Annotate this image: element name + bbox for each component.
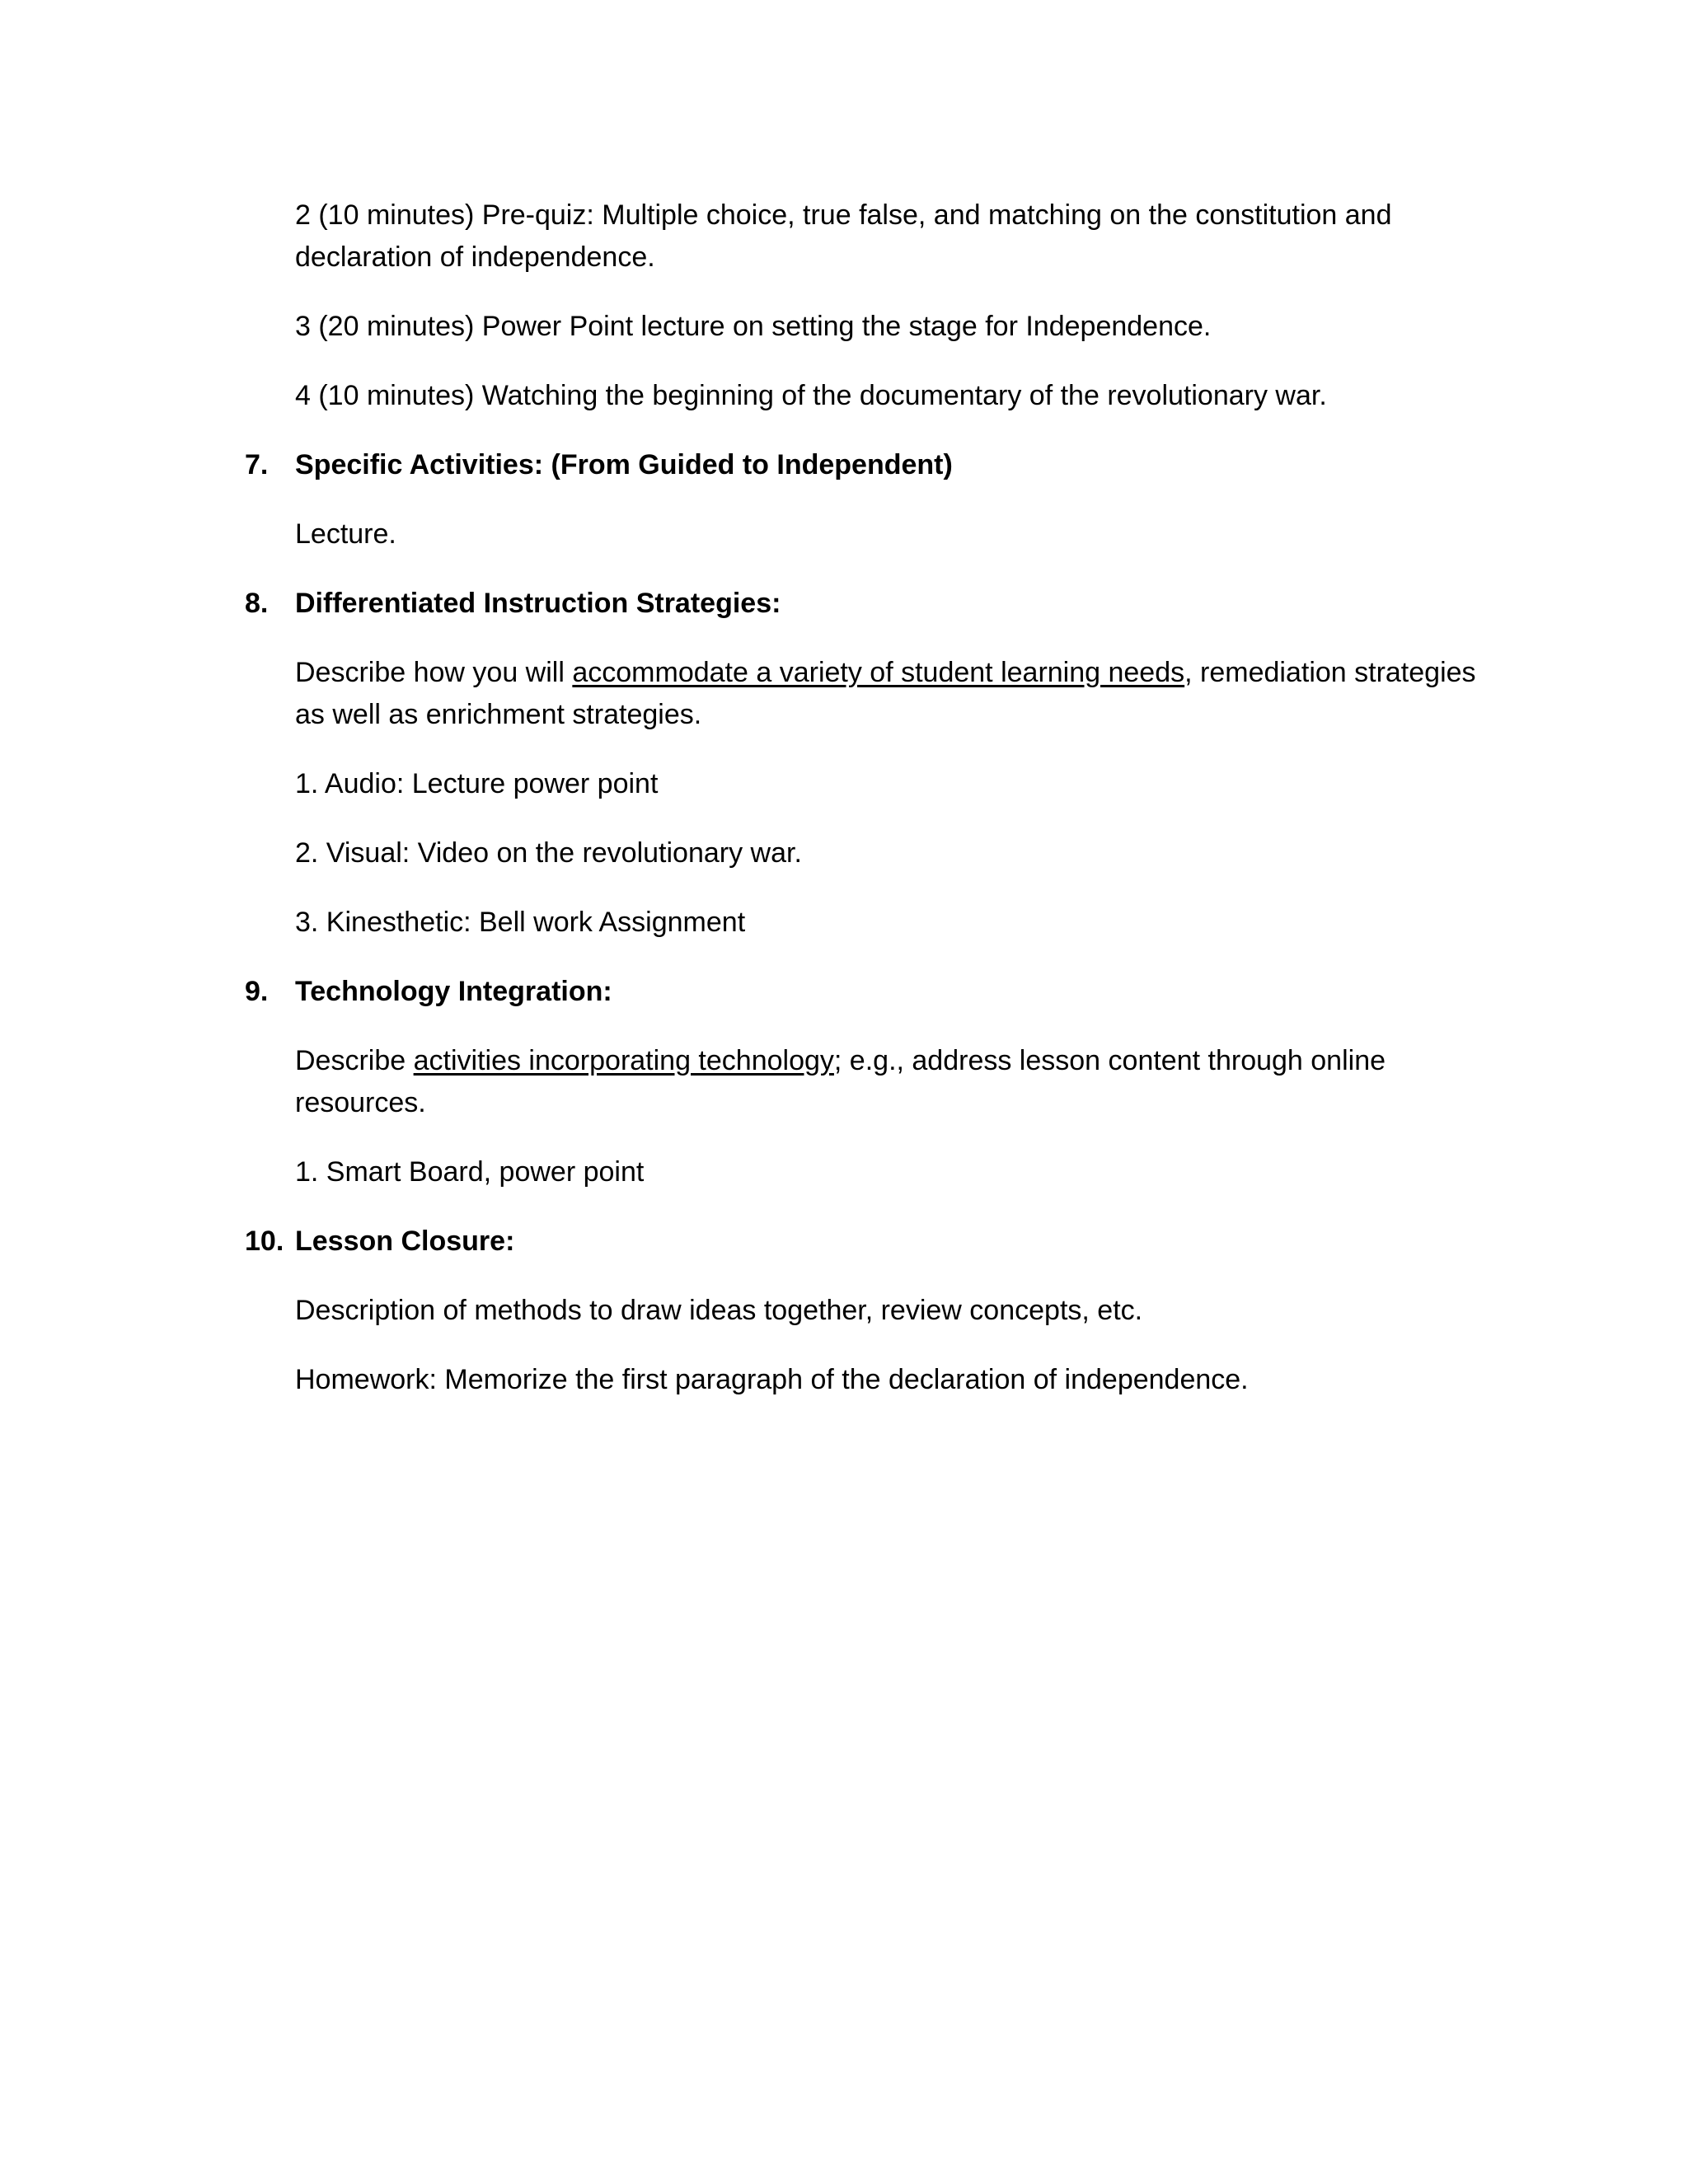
section-7-number: 7. [245, 449, 269, 480]
section-7-heading [245, 444, 953, 486]
section-10-description: Description of methods to draw ideas together, review concepts, etc. [295, 1295, 1143, 1326]
section-8-underlined-phrase: accommodate a variety of student learning needs [572, 657, 1185, 688]
section-8-describe-line-2: as well as enrichment strategies. [295, 699, 702, 730]
documentary-step-line: 4 (10 minutes) Watching the beginning of the documentary of the revolutionary war. [295, 380, 1327, 411]
section-9-underlined-phrase: activities incorporating technology [413, 1045, 834, 1076]
section-8-item-kinesthetic: 3. Kinesthetic: Bell work Assignment [295, 907, 746, 938]
section-8-title: Differentiated Instruction Strategies: [295, 588, 781, 619]
section-7-title: Specific Activities: (From Guided to Independent) [295, 449, 953, 480]
lecture-step-line: 3 (20 minutes) Power Point lecture on setting the stage for Independence. [295, 311, 1212, 342]
section-9-describe-line-2: resources. [295, 1087, 426, 1118]
section-9-describe-suffix: ; e.g., address lesson content through online [833, 1045, 1386, 1076]
section-10-title: Lesson Closure: [295, 1226, 515, 1257]
section-9-describe-line-1 [295, 1040, 1386, 1082]
section-8-describe-suffix: , remediation strategies [1184, 657, 1476, 688]
section-9-number: 9. [245, 976, 269, 1007]
section-10-homework: Homework: Memorize the first paragraph of the declaration of independence. [295, 1364, 1249, 1395]
section-8-describe-prefix: Describe how you will [295, 657, 573, 688]
section-8-item-visual: 2. Visual: Video on the revolutionary war. [295, 837, 802, 869]
section-8-item-audio: 1. Audio: Lecture power point [295, 768, 659, 799]
section-10-number: 10. [245, 1226, 284, 1257]
prequiz-line-2: declaration of independence. [295, 241, 655, 273]
section-9-describe-prefix: Describe [295, 1045, 414, 1076]
section-8-number: 8. [245, 588, 269, 619]
section-7-body: Lecture. [295, 518, 396, 550]
section-9-title: Technology Integration: [295, 976, 612, 1007]
section-8-describe-line-1 [295, 652, 1476, 694]
section-9-heading [245, 971, 612, 1013]
section-8-heading [245, 583, 781, 625]
section-9-item-smart-board: 1. Smart Board, power point [295, 1156, 645, 1188]
section-10-heading [245, 1221, 514, 1263]
prequiz-line-1: 2 (10 minutes) Pre-quiz: Multiple choice, true false, and matching on the constitution and [295, 199, 1392, 231]
